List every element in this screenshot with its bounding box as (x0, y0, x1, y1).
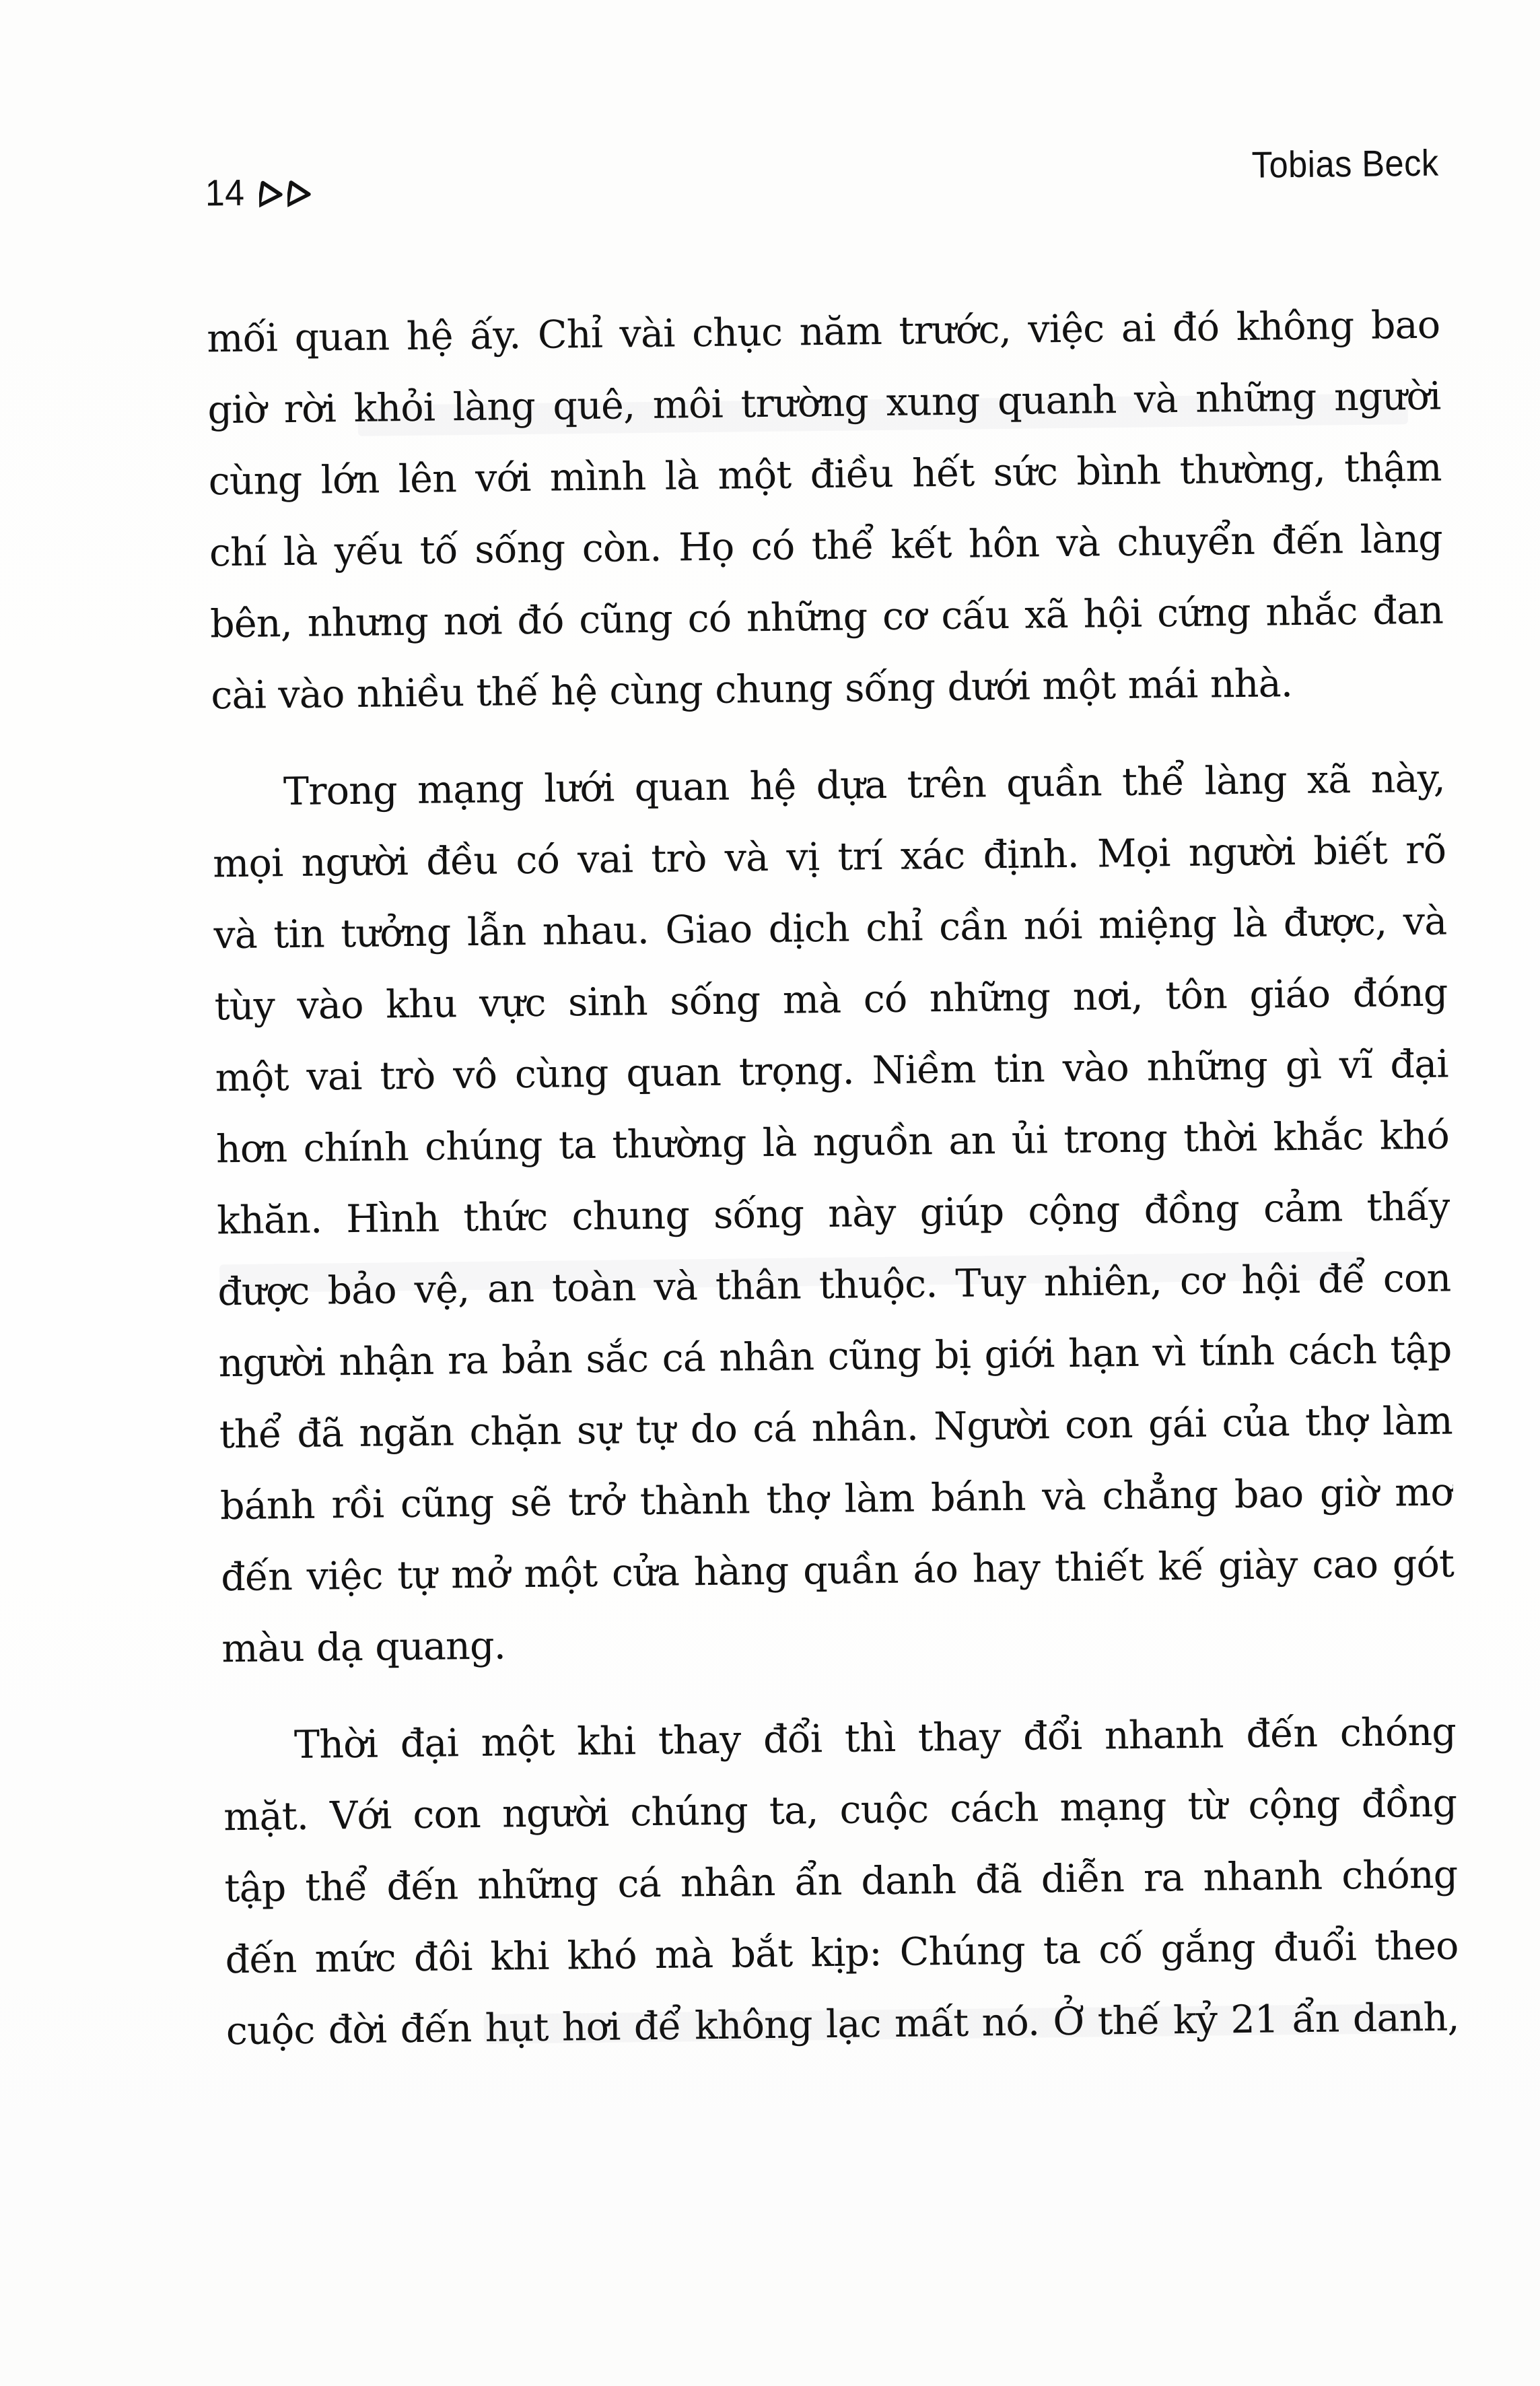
text-line: Trong mạng lưới quan hệ dựa trên quần thể làng xã này, (283, 756, 1446, 815)
paragraph (207, 289, 1444, 732)
text-line: chí là yếu tố sống còn. Họ có thể kết hôn và chuyển đến làng (209, 516, 1443, 576)
text-line: tập thể đến những cá nhân ẩn danh đã diễn ra nhanh chóng (224, 1852, 1458, 1911)
text-line: màu dạ quang. (221, 1623, 506, 1672)
page-number-group (205, 170, 315, 215)
text-line: bánh rồi cũng sẽ trở thành thợ làm bánh và chẳng bao giờ mơ (219, 1470, 1454, 1529)
page-number: 14 (205, 171, 245, 214)
text-line: giờ rời khỏi làng quê, môi trường xung quanh và những người (207, 374, 1441, 433)
paragraph (211, 743, 1455, 1685)
text-line: đến việc tự mở một cửa hàng quần áo hay thiết kế giày cao gót (220, 1541, 1455, 1600)
text-line: được bảo vệ, an toàn và thân thuộc. Tuy nhiên, cơ hội để con (217, 1256, 1451, 1315)
text-line: mặt. Với con người chúng ta, cuộc cách mạng từ cộng đồng (223, 1781, 1457, 1840)
text-line: và tin tưởng lẫn nhau. Giao dịch chỉ cần nói miệng là được, và (213, 899, 1447, 958)
text-line: đến mức đôi khi khó mà bắt kịp: Chúng ta cố gắng đuổi theo (225, 1923, 1459, 1983)
paragraph (222, 1696, 1459, 2067)
running-header (205, 141, 1439, 220)
text-line: mọi người đều có vai trò và vị trí xác định. Mọi người biết rõ (212, 827, 1446, 887)
text-line: hơn chính chúng ta thường là nguồn an ủi trong thời khắc khó (215, 1113, 1450, 1172)
body-text (207, 289, 1460, 2068)
text-line: cuộc đời đến hụt hơi để không lạc mất nó. Ở thế kỷ 21 ẩn danh, (225, 1995, 1460, 2054)
text-line: một vai trò vô cùng quan trọng. Niềm tin vào những gì vĩ đại (215, 1042, 1449, 1101)
text-line: bên, nhưng nơi đó cũng có những cơ cấu xã hội cứng nhắc đan (209, 588, 1444, 647)
text-line: Thời đại một khi thay đổi thì thay đổi nhanh đến chóng (293, 1709, 1457, 1768)
text-line: người nhận ra bản sắc cá nhân cũng bị giới hạn vì tính cách tập (218, 1327, 1452, 1386)
text-line: mối quan hệ ấy. Chỉ vài chục năm trước, việc ai đó không bao (207, 302, 1440, 362)
text-line: cài vào nhiều thế hệ cùng chung sống dưới một mái nhà. (211, 661, 1293, 718)
text-line: khăn. Hình thức chung sống này giúp cộng đồng cảm thấy (216, 1184, 1450, 1243)
text-line: tùy vào khu vực sinh sống mà có những nơi, tôn giáo đóng (214, 970, 1448, 1029)
double-right-arrows-icon (259, 179, 314, 209)
text-line: cùng lớn lên với mình là một điều hết sức bình thường, thậm (208, 445, 1442, 504)
text-line: thể đã ngăn chặn sự tự do cá nhân. Người con gái của thợ làm (219, 1398, 1453, 1458)
author-name: Tobias Beck (1251, 141, 1439, 186)
